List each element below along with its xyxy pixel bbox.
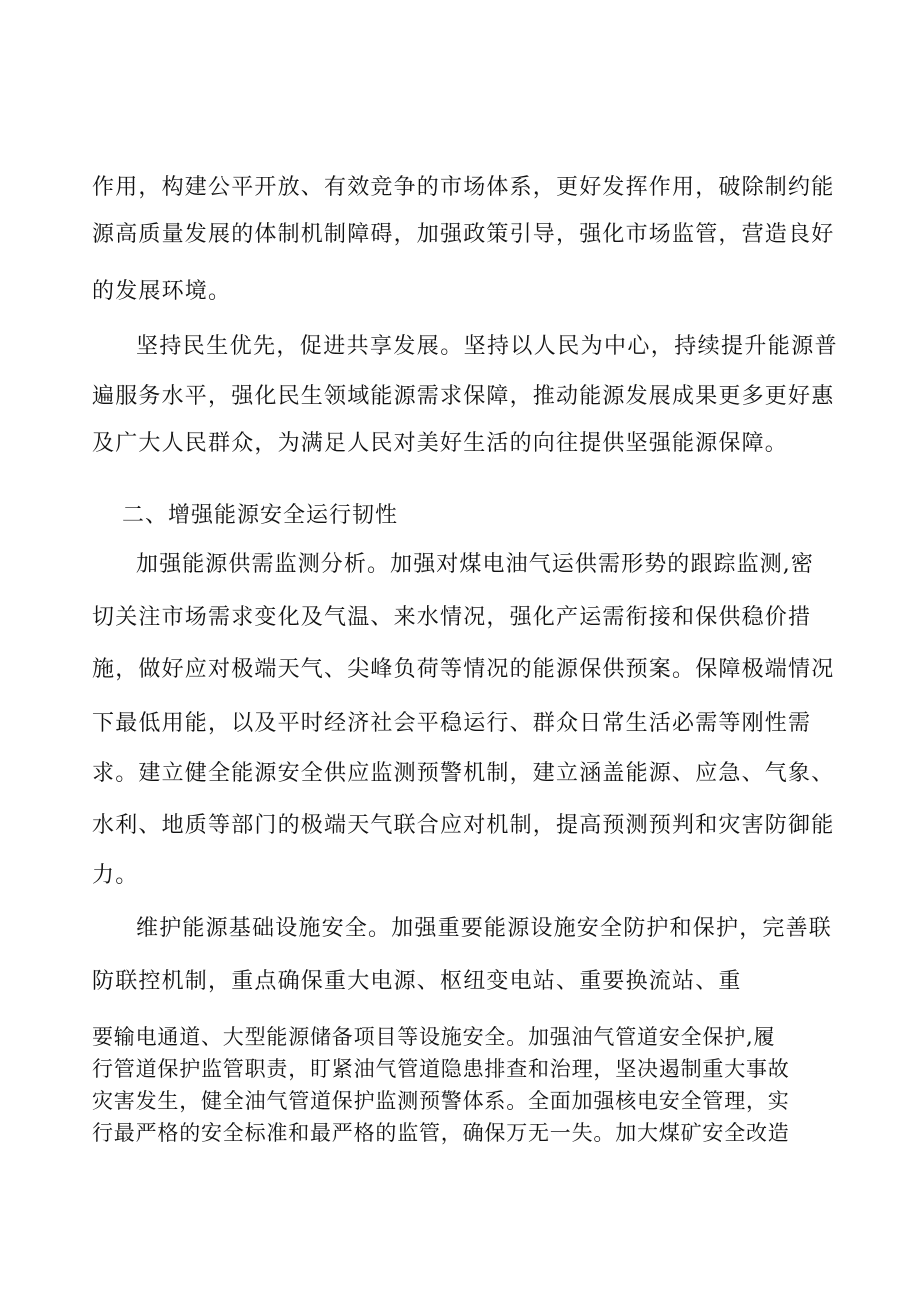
- paragraph-line: 防联控机制，重点确保重大电源、枢纽变电站、重要换流站、重: [92, 969, 742, 994]
- paragraph-line: 力。: [92, 863, 139, 888]
- paragraph-line: 行管道保护监管职责，盯紧油气管道隐患排查和治理，坚决遏制重大事故: [92, 1057, 790, 1081]
- paragraph-line: 下最低用能，以及平时经济社会平稳运行、群众日常生活必需等刚性需: [92, 711, 812, 736]
- paragraph-line: 源高质量发展的体制机制障碍，加强政策引导，强化市场监管，营造良好: [92, 222, 835, 247]
- paragraph-line: 坚持民生优先，促进共享发展。坚持以人民为中心，持续提升能源普: [136, 334, 839, 359]
- paragraph-line: 及广大人民群众，为满足人民对美好生活的向往提供坚强能源保障。: [92, 431, 789, 456]
- paragraph-line: 作用，构建公平开放、有效竞争的市场体系，更好发挥作用，破除制约能: [92, 175, 835, 200]
- paragraph-line: 灾害发生，健全油气管道保护监测预警体系。全面加强核电安全管理，实: [92, 1089, 790, 1113]
- paragraph-line: 施，做好应对极端天气、尖峰负荷等情况的能源保供预案。保障极端情况: [92, 657, 835, 682]
- paragraph-line: 遍服务水平，强化民生领域能源需求保障，推动能源发展成果更多更好惠: [92, 384, 835, 409]
- paragraph-line: 切关注市场需求变化及气温、来水情况，强化产运需衔接和保供稳价措: [92, 605, 812, 630]
- paragraph-line: 加强能源供需监测分析。加强对煤电油气运供需形势的跟踪监测,密: [136, 552, 814, 577]
- section-heading: 二、增强能源安全运行韧性: [122, 503, 399, 528]
- paragraph-line: 的发展环境。: [92, 279, 232, 304]
- paragraph-line: 行最严格的安全标准和最严格的监管，确保万无一失。加大煤矿安全改造: [92, 1121, 790, 1145]
- paragraph-line: 水利、地质等部门的极端天气联合应对机制，提高预测预判和灾害防御能: [92, 813, 835, 838]
- paragraph-line: 要输电通道、大型能源储备项目等设施安全。加强油气管道安全保护,履: [92, 1025, 776, 1049]
- paragraph-line: 维护能源基础设施安全。加强重要能源设施安全防护和保护，完善联: [136, 916, 833, 941]
- paragraph-line: 求。建立健全能源安全供应监测预警机制，建立涵盖能源、应急、气象、: [92, 761, 835, 786]
